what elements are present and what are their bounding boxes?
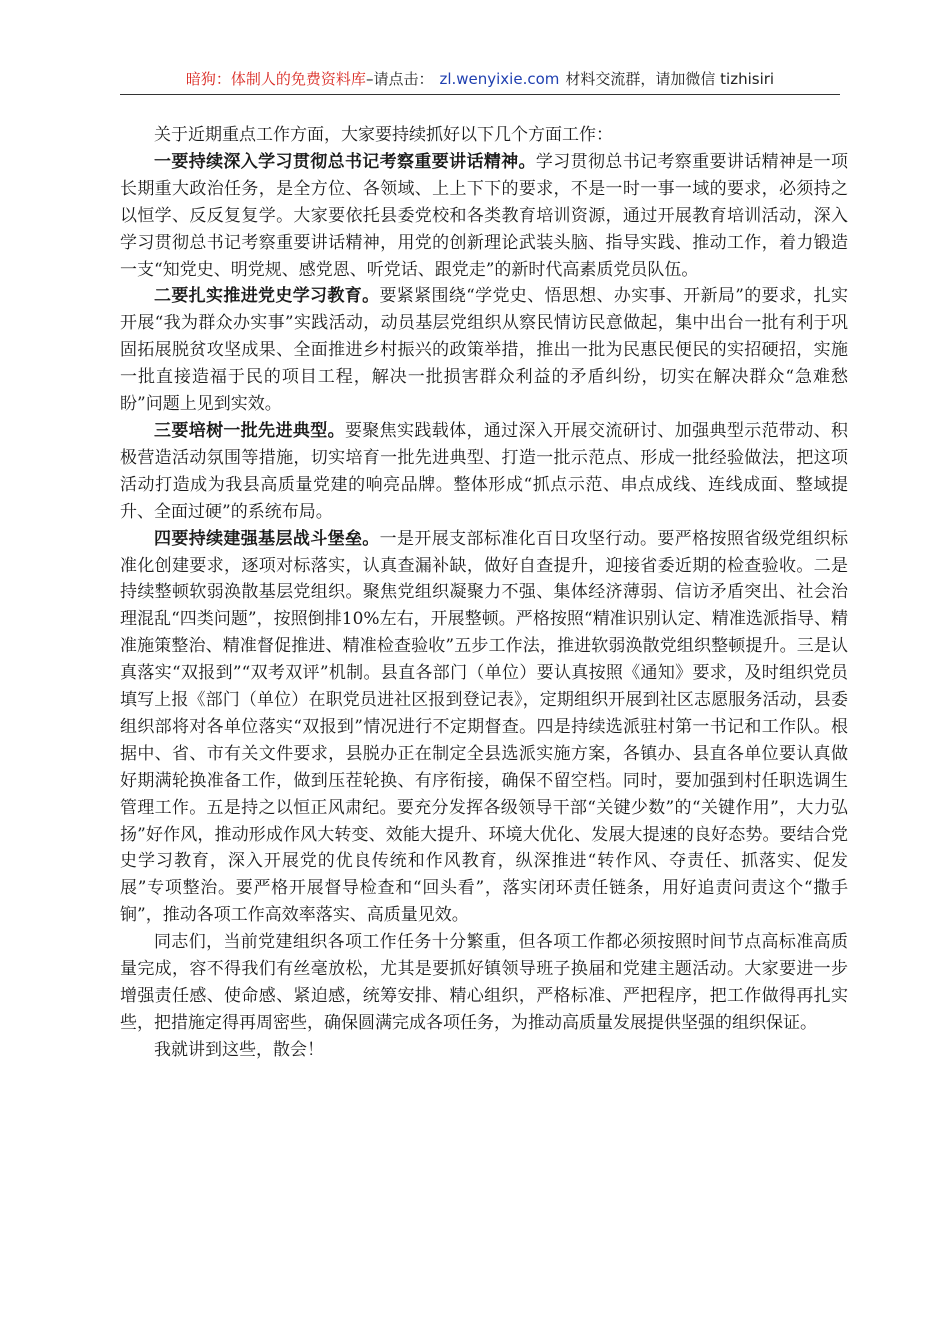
site-name: 暗狗：体制人的免费资料库 [185,70,366,88]
section-heading: 三要培树一批先进典型。 [154,420,345,441]
group-note: 材料交流群，请加微信 tizhisiri [565,70,775,88]
closing-paragraph [120,929,848,1037]
final-remark [120,1037,848,1064]
paragraph-text: 一是开展支部标准化百日攻坚行动。要严格按照省级党组织标准化创建要求，逐项对标落实，认真查漏补缺，做好自查提升，迎接省委近期的检查验收。二是持续整顿软弱涣散基层党组织。聚焦党组织凝聚力不强、集体经济薄弱、信访矛盾突出、社会治理混乱“四类问题”，按照倒排10%左右，开展整顿。严格按照“精准识别认定、精准选派指导、精准施策整治、精准督促推进、精准检查验收”五步工作法，推进软弱涣散党组织整顿提升。三是认真落实“双报到”“双考双评”机制。县直各部门（单位）要认真按照《通知》要求，及时组织党员填写上报《部门（单位）在职党员进社区报到登记表》，定期组织开展到社区志愿服务活动，县委组织部将对各单位落实“双报到”情况进行不定期督查。四是持续选派驻村第一书记和工作队。根据中、省、市有关文件要求，县脱办正在制定全县选派实施方案，各镇办、县直各单位要认真做好期满轮换准备工作，做到压茬轮换、有序衔接，确保不留空档。同时，要加强到村任职选调生管理工作。五是持之以恒正风肃纪。要充分发挥各级领导干部“关键少数”的“关键作用”，大力弘扬”好作风，推动形成作风大转变、效能大提升、环境大优化、发展大提速的良好态势。要结合党史学习教育，深入开展党的优良传统和作风教育，纵深推进“转作风、夺责任、抓落实、促发展”专项整治。要严格开展督导检查和“回头看”，落实闭环责任链条，用好追责问责这个“撒手锏”，推动各项工作高效率落实、高质量见效。 [120,528,849,926]
document-body [120,122,848,1064]
intro-paragraph [120,122,848,149]
section-heading: 一要持续深入学习贯彻总书记考察重要讲话精神。 [154,151,536,172]
site-url-link[interactable]: zl.wenyixie.com [439,70,560,88]
paragraph-text: 关于近期重点工作方面，大家要持续抓好以下几个方面工作： [154,125,613,145]
header-divider [120,94,840,95]
page-header [120,68,840,90]
section-1-paragraph [120,149,848,284]
paragraph-text: 我就讲到这些，散会！ [154,1039,324,1060]
paragraph-text: 要聚焦实践载体，通过深入开展交流研讨、加强典型示范带动、积极营造活动氛围等措施，切实培育一批先进典型、打造一批示范点、形成一批经验做法，把这项活动打造成为我县高质量党建的响亮品牌。整体形成“抓点示范、串点成线、连线成面、整域提升、全面过硬”的系统布局。 [120,420,849,522]
section-heading: 四要持续建强基层战斗堡垒。 [154,528,380,549]
click-prompt: –请点击： [365,70,434,88]
paragraph-text: 要紧紧围绕“学党史、悟思想、办实事、开新局”的要求，扎实开展“我为群众办实事”实践活动，动员基层党组织从察民情访民意做起，集中出台一批有利于巩固拓展脱贫攻坚成果、全面推进乡村振兴的政策举措，推出一批为民惠民便民的实招硬招，实施一批直接造福于民的项目工程，解决一批损害群众利益的矛盾纠纷，切实在解决群众“急难愁盼”问题上见到实效。 [120,286,849,415]
section-heading: 二要扎实推进党史学习教育。 [154,286,380,307]
section-3-paragraph [120,418,848,526]
paragraph-text: 同志们，当前党建组织各项工作任务十分繁重，但各项工作都必须按照时间节点高标准高质量完成，容不得我们有丝毫放松，尤其是要抓好镇领导班子换届和党建主题活动。大家要进一步增强责任感、使命感、紧迫感，统筹安排、精心组织，严格标准、严把程序，把工作做得再扎实些，把措施定得再周密些，确保圆满完成各项任务，为推动高质量发展提供坚强的组织保证。 [120,932,848,1033]
paragraph-text: 学习贯彻总书记考察重要讲话精神是一项长期重大政治任务，是全方位、各领域、上上下下的要求，不是一时一事一域的要求，必须持之以恒学、反反复复学。大家要依托县委党校和各类教育培训资源，通过开展教育培训活动，深入学习贯彻总书记考察重要讲话精神，用党的创新理论武装头脑、指导实践、推动工作，着力锻造一支“知党史、明党规、感党恩、听党话、跟党走”的新时代高素质党员队伍。 [120,151,849,280]
section-4-paragraph [120,526,848,930]
section-2-paragraph [120,283,848,418]
